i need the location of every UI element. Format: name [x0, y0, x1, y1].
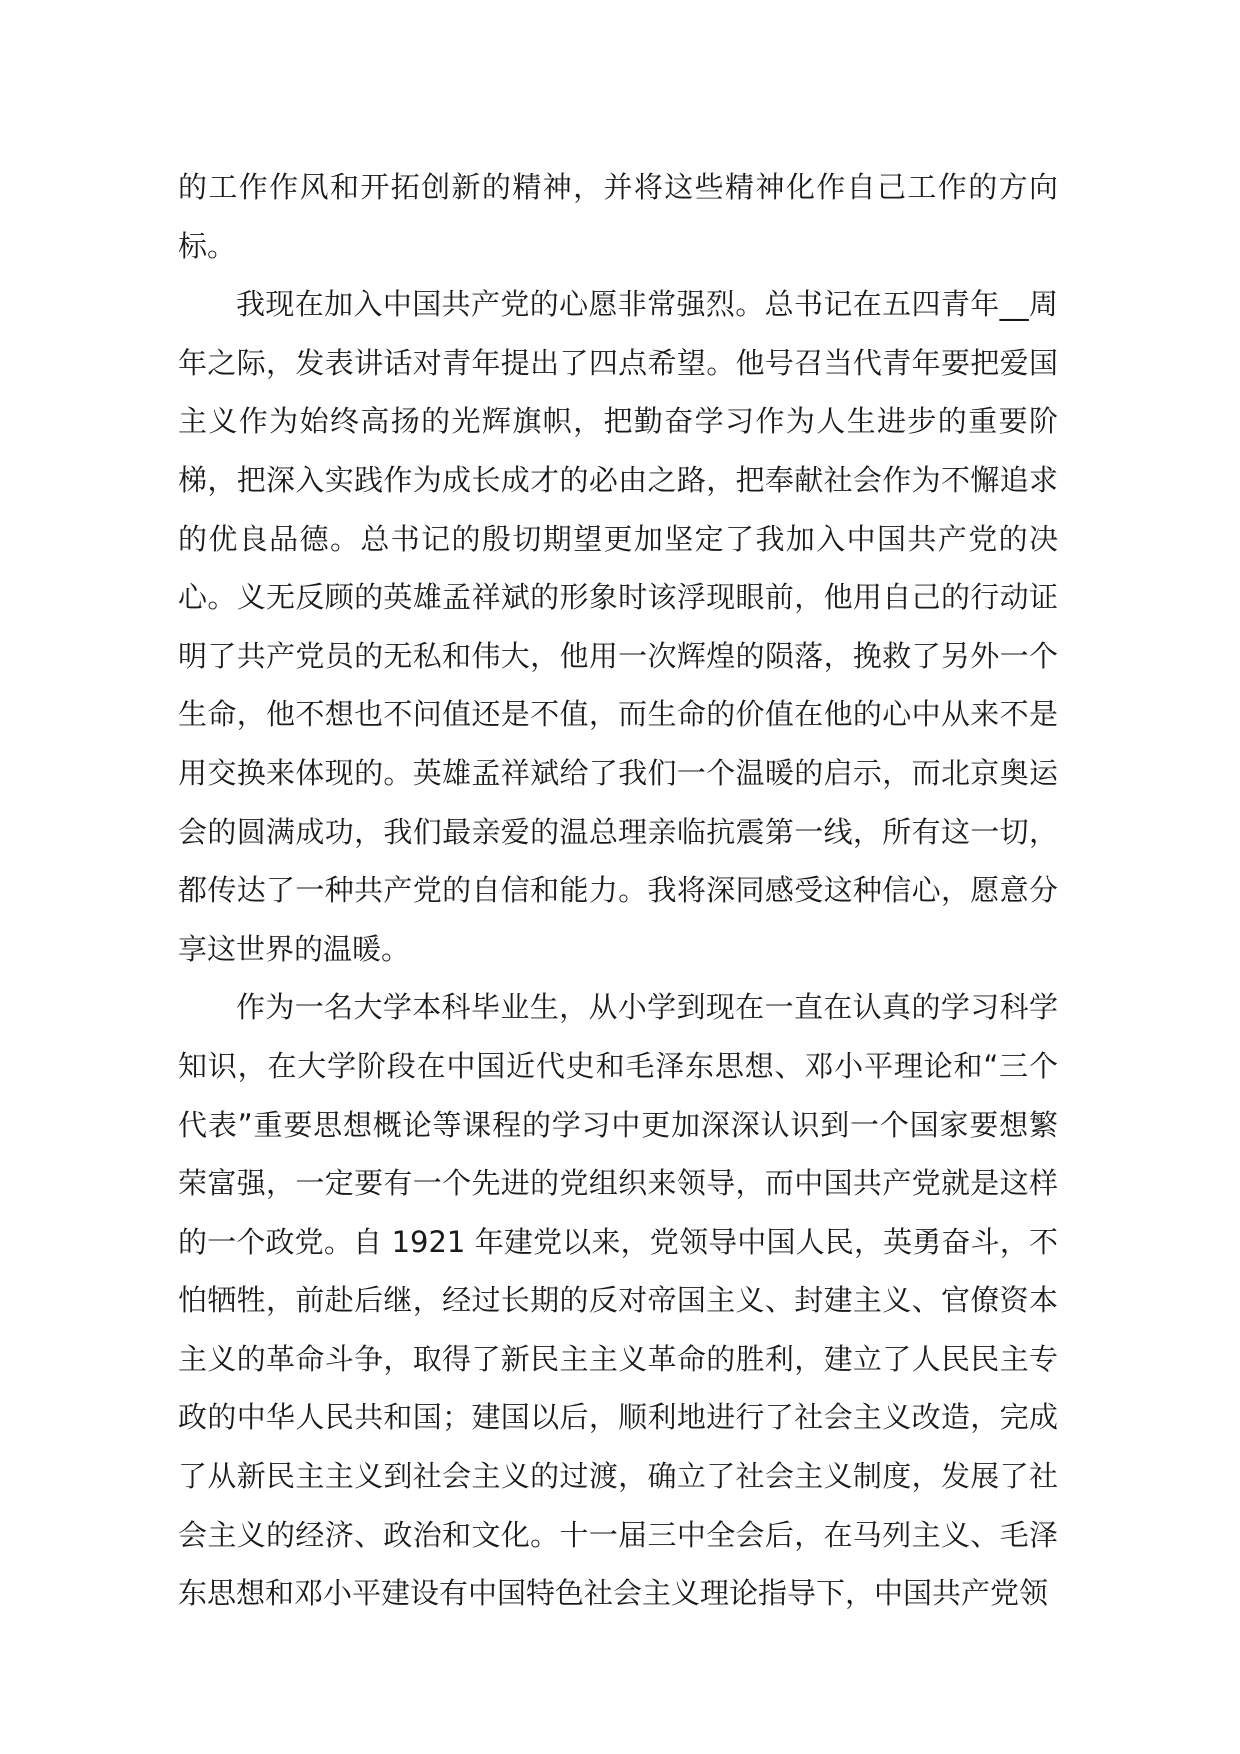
- paragraph: [178, 158, 1058, 275]
- text-line: 用交换来体现的。英雄孟祥斌给了我们一个温暖的启示，而北京奥运: [178, 755, 1058, 790]
- text-line: 生命，他不想也不问值还是不值，而生命的价值在他的心中从来不是: [178, 697, 1058, 732]
- text-line: 政的中华人民共和国；建国以后，顺利地进行了社会主义改造，完成: [178, 1400, 1058, 1435]
- text-line: 怕牺牲，前赴后继，经过长期的反对帝国主义、封建主义、官僚资本: [178, 1283, 1058, 1318]
- text-line: 了从新民主主义到社会主义的过渡，确立了社会主义制度，发展了社: [178, 1459, 1058, 1494]
- document-body: [178, 158, 1058, 1623]
- text-line: 知识，在大学阶段在中国近代史和毛泽东思想、邓小平理论和“三个: [178, 1048, 1058, 1083]
- text-line: 年之际，发表讲话对青年提出了四点希望。他号召当代青年要把爱国: [178, 345, 1058, 380]
- text-line: 会主义的经济、政治和文化。十一届三中全会后，在马列主义、毛泽: [178, 1517, 1058, 1552]
- text-line: 享这世界的温暖。: [178, 931, 411, 966]
- text-line: 作为一名大学本科毕业生，从小学到现在一直在认真的学习科学: [236, 990, 1058, 1025]
- paragraph: [178, 978, 1058, 1623]
- text-line: 心。义无反顾的英雄孟祥斌的形象时该浮现眼前，他用自己的行动证: [178, 580, 1058, 615]
- text-line: 的优良品德。总书记的殷切期望更加坚定了我加入中国共产党的决: [178, 521, 1058, 556]
- text-line: 我现在加入中国共产党的心愿非常强烈。总书记在五四青年__周: [236, 287, 1058, 322]
- text-line: 主义作为始终高扬的光辉旗帜，把勤奋学习作为人生进步的重要阶: [178, 404, 1058, 439]
- text-line: 的工作作风和开拓创新的精神，并将这些精神化作自己工作的方向: [178, 170, 1058, 204]
- paragraph: [178, 275, 1058, 978]
- text-line: 的一个政党。自 1921 年建党以来，党领导中国人民，英勇奋斗，不: [178, 1224, 1058, 1259]
- text-line: 明了共产党员的无私和伟大，他用一次辉煌的陨落，挽救了另外一个: [178, 638, 1058, 673]
- text-line: 标。: [178, 228, 237, 263]
- text-line: 荣富强，一定要有一个先进的党组织来领导，而中国共产党就是这样: [178, 1166, 1058, 1201]
- text-line: 会的圆满成功，我们最亲爱的温总理亲临抗震第一线，所有这一切，: [178, 814, 1058, 849]
- text-line: 梯，把深入实践作为成长成才的必由之路，把奉献社会作为不懈追求: [178, 462, 1058, 497]
- text-line: 都传达了一种共产党的自信和能力。我将深同感受这种信心，愿意分: [178, 873, 1058, 908]
- text-line: 主义的革命斗争，取得了新民主主义革命的胜利，建立了人民民主专: [178, 1341, 1058, 1376]
- text-line: 东思想和邓小平建设有中国特色社会主义理论指导下，中国共产党领: [178, 1576, 1049, 1611]
- text-line: 代表”重要思想概论等课程的学习中更加深深认识到一个国家要想繁: [178, 1107, 1058, 1142]
